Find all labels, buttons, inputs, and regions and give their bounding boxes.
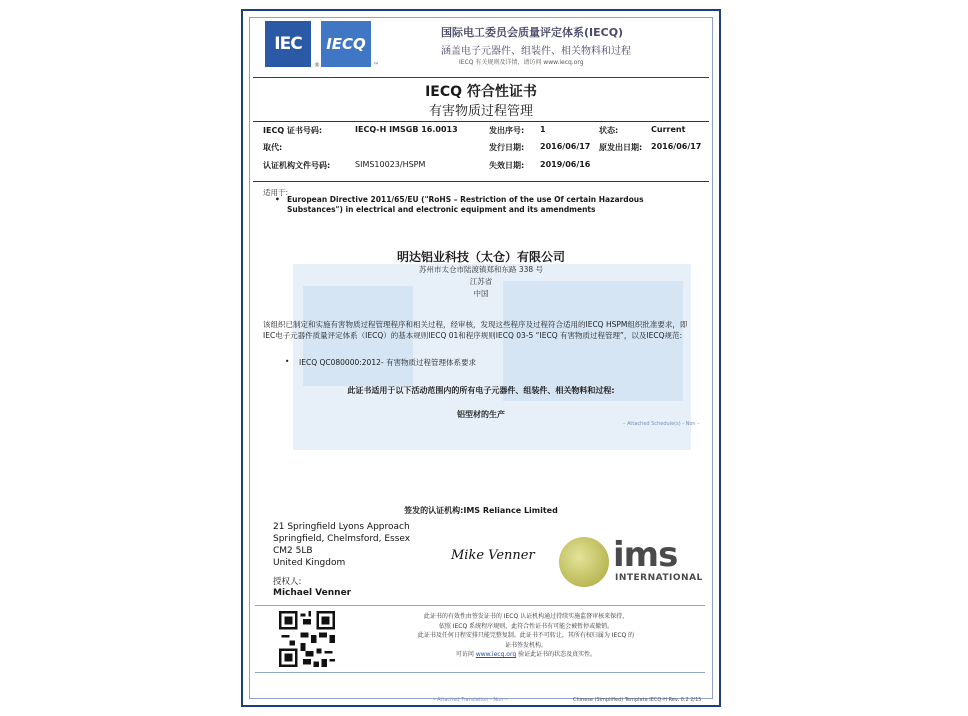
certificate-subtitle: 有害物质过程管理 (428, 104, 533, 119)
company-address: 苏州市太仓市陆渡镇郑和东路 338 号 (418, 265, 544, 274)
header-title: 国际电工委员会质量评定体系(IECQ) (441, 26, 624, 39)
conformity-statement: 该组织已制定和实施有害物质过程管理程序和相关过程，经审核，发现这些程序及过程符合适用的IECQ HSPM组织批准要求，即IEC电子元器件质量评定体系（IECQ）的基本规则IECQ 01和程序规则IECQ 03-5 “IECQ 有害物质过程管理”，以及IECQ规范: (263, 320, 688, 340)
cb-ref-label: 认证机构文件号码: (263, 161, 331, 170)
scope-activity: 铝型材的生产 (457, 410, 505, 419)
bullet-icon: • (285, 357, 290, 366)
authorized-name: Michael Venner (273, 588, 352, 598)
issue-no: 1 (540, 125, 546, 134)
company-province: 江苏省 (469, 277, 493, 286)
footer-line: 证书签发机构。 (504, 641, 547, 649)
issue-date-label: 发行日期: (489, 143, 525, 152)
issue-no-label: 发出序号: (489, 126, 525, 135)
authorized-label: 授权人: (273, 577, 302, 587)
issue-date: 2016/06/17 (540, 142, 591, 151)
directive-text: European Directive 2011/65/EU ("RoHS – Restriction of the use Of certain Hazardous Substances") in electrical and electronic equipment and its amendments (287, 195, 644, 214)
cert-no: IECQ-H IMSGB 16.0013 (355, 125, 458, 134)
ims-logo-mark (559, 537, 609, 587)
divider (253, 77, 709, 78)
iecq-logo: IECQ ™ (321, 21, 371, 67)
divider (253, 121, 709, 122)
watermark-iecq-logo (503, 281, 683, 401)
footer-verify-line (361, 650, 691, 660)
cb-ref: SIMS10023/HSPM (355, 160, 426, 169)
address-line: Springfield, Chelmsford, Essex (273, 534, 411, 544)
qr-code-icon (279, 611, 335, 667)
expiry-date: 2019/06/16 (540, 160, 591, 169)
company-country: 中国 (473, 289, 489, 298)
attached-translation-note: – Attached Translation - Non – (433, 697, 508, 703)
applies-label: 适用于: (263, 188, 289, 197)
supersedes-label: 取代: (263, 143, 283, 152)
issuing-body: 签发的认证机构:IMS Reliance Limited (404, 506, 558, 515)
address-line: 21 Springfield Lyons Approach (273, 522, 410, 532)
footer-notice (361, 612, 691, 660)
standard-text: IECQ QC080000:2012- 有害物质过程管理体系要求 (299, 358, 476, 367)
verify-suffix: 验证此证书的状态及真实性。 (518, 651, 597, 658)
attached-schedule-note: – Attached Schedule(s) - Non – (623, 421, 700, 427)
header-subtitle: 涵盖电子元器件、组装件、相关物料和过程 (441, 46, 631, 57)
bullet-icon: • (275, 195, 280, 204)
signature: Mike Venner (451, 548, 535, 563)
footer-line: 此证书及任何日程安排只能完整复制。此证书不可转让，其所有权归属为 IECQ 的 (417, 632, 635, 639)
iec-logo: IEC ® (265, 21, 311, 67)
standard-item (285, 357, 476, 368)
status-label: 状态: (599, 126, 619, 135)
expiry-label: 失效日期: (489, 161, 525, 170)
original-date: 2016/06/17 (651, 142, 702, 151)
directive-item (275, 195, 677, 215)
cert-no-label: IECQ 证书号码: (263, 126, 323, 135)
company-name: 明达铝业科技（太仓）有限公司 (396, 250, 565, 264)
issuer-address (273, 521, 410, 569)
footer-line: 依照 IECQ 系统程序规则，此符合性证书有可能会被暂停或撤销。 (438, 622, 614, 630)
status-value: Current (651, 125, 686, 134)
certificate-title: IECQ 符合性证书 (425, 84, 537, 100)
template-revision: Chinese (Simplified) Template IECQ-H Rev. 0.2 2/15 (573, 697, 702, 703)
ims-logo-subtext: INTERNATIONAL (615, 573, 703, 583)
verify-prefix: 可访问 (455, 651, 474, 658)
iecq-website-link[interactable]: www.iecq.org (475, 651, 517, 658)
address-line: CM2 5LB (273, 546, 313, 556)
header-note: IECQ 有关规则及详情，请访问 www.iecq.org (459, 59, 584, 66)
footer-line: 此证书的有效性由签发证书的 IECQ 认证机构通过持续实施监督审核来保持， (423, 613, 629, 620)
ims-logo-text: ims (613, 535, 678, 575)
scope-heading: 此证书适用于以下活动范围内的所有电子元器件、组装件、相关物料和过程: (347, 386, 615, 395)
original-date-label: 原发出日期: (599, 143, 643, 152)
divider (253, 181, 709, 182)
certificate-page (241, 9, 721, 707)
address-line: United Kingdom (273, 558, 346, 568)
